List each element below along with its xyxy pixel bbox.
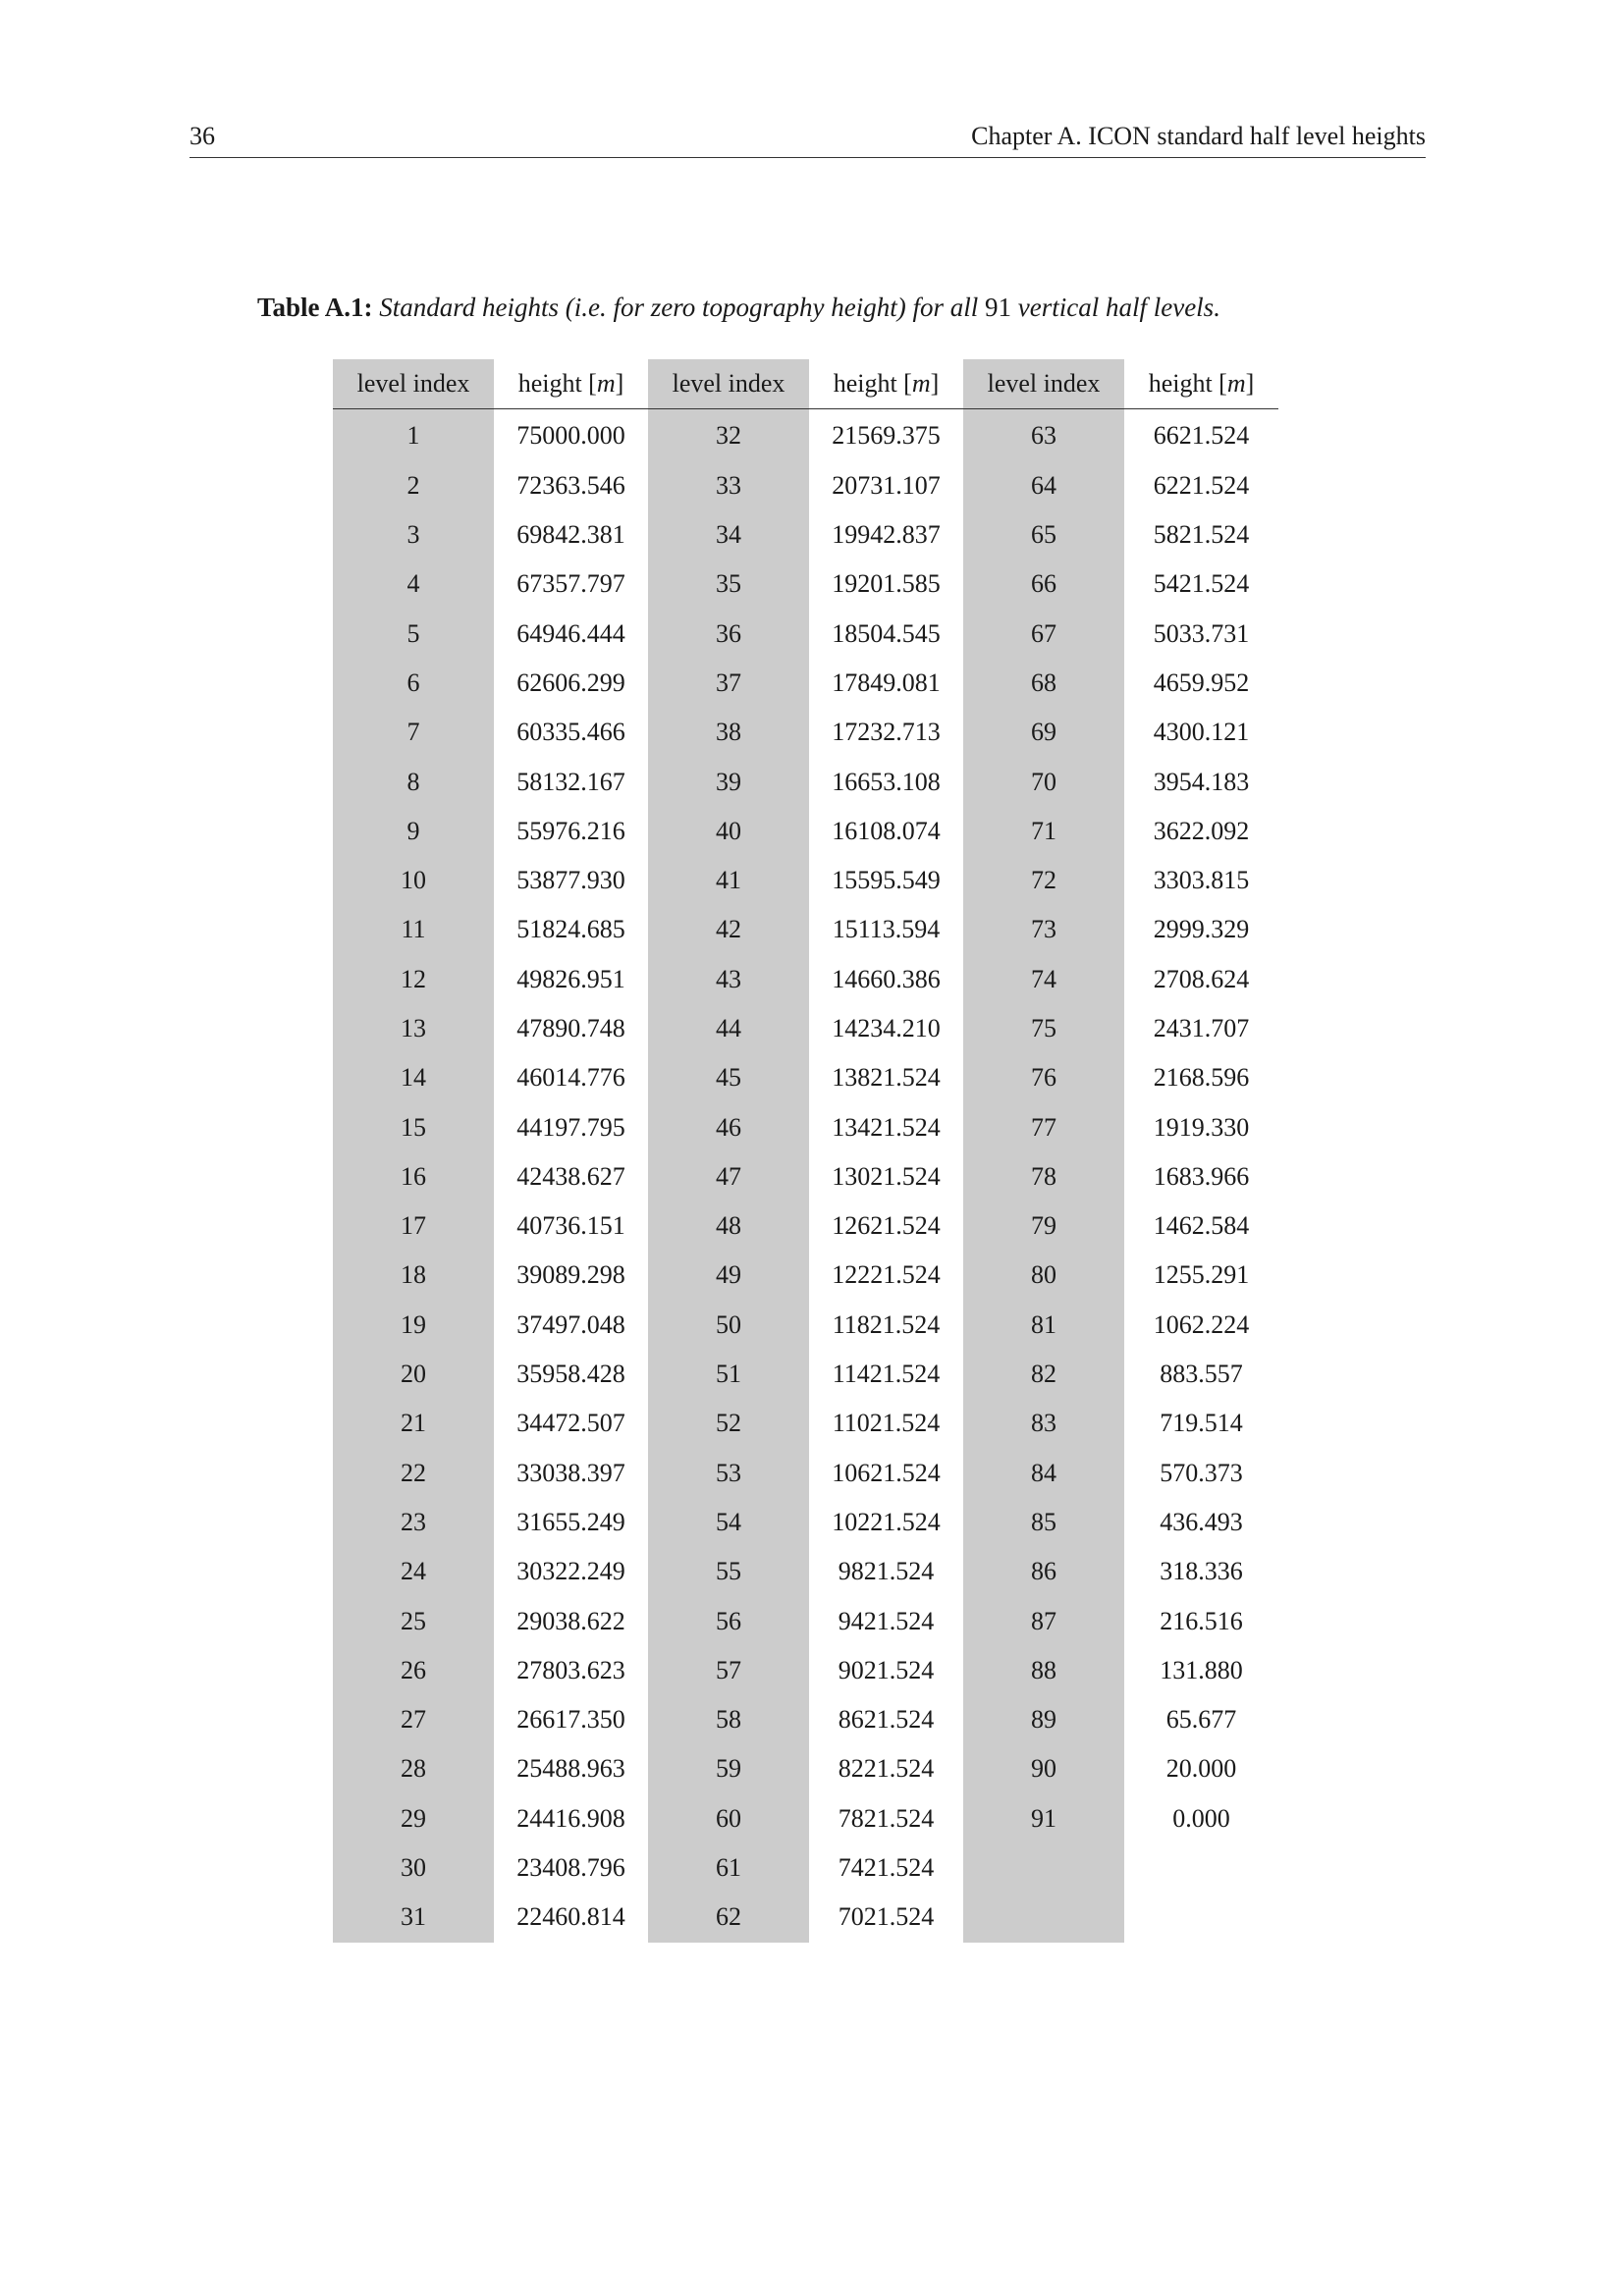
table-row (333, 409, 1278, 461)
cell-level-index: 2 (333, 461, 494, 510)
cell-height: 1683.966 (1153, 1161, 1250, 1191)
cell-height: 29038.622 (516, 1606, 625, 1635)
cell-level-index: 79 (963, 1201, 1124, 1251)
cell-level-index: 55 (648, 1547, 809, 1596)
cell-level-index: 13 (333, 1004, 494, 1053)
cell-level-index: 68 (963, 659, 1124, 708)
cell-height: 62606.299 (516, 667, 625, 697)
cell-height: 10221.524 (832, 1507, 941, 1536)
cell-level-index: 72 (963, 856, 1124, 905)
cell-level-index: 56 (648, 1596, 809, 1645)
cell-level-index: 29 (333, 1794, 494, 1843)
cell-level-index: 4 (333, 560, 494, 609)
cell-level-index: 73 (963, 905, 1124, 954)
cell-level-index: 23 (333, 1498, 494, 1547)
cell-level-index: 1 (333, 409, 494, 461)
table-row (333, 1152, 1278, 1201)
cell-level-index: 77 (963, 1102, 1124, 1151)
cell-level-index: 67 (963, 609, 1124, 658)
cell-level-index: 33 (648, 461, 809, 510)
cell-level-index (963, 1843, 1124, 1893)
cell-height: 17232.713 (832, 718, 941, 747)
cell-level-index: 44 (648, 1004, 809, 1053)
cell-level-index: 69 (963, 708, 1124, 757)
cell-level-index: 10 (333, 856, 494, 905)
cell-height: 20731.107 (832, 470, 941, 500)
cell-height: 15595.549 (832, 866, 941, 895)
cell-level-index: 41 (648, 856, 809, 905)
cell-height: 5033.731 (1153, 618, 1250, 648)
chapter-title: Chapter A. ICON standard half level heights (971, 122, 1426, 150)
table-row (333, 609, 1278, 658)
header-height-prefix: height [ (517, 369, 597, 399)
header-level-index: level index (648, 359, 809, 409)
cell-level-index: 48 (648, 1201, 809, 1251)
cell-level-index: 32 (648, 409, 809, 461)
cell-level-index: 40 (648, 807, 809, 856)
cell-height: 49826.951 (516, 964, 625, 993)
cell-height: 69842.381 (516, 520, 625, 550)
cell-height: 31655.249 (516, 1507, 625, 1536)
cell-level-index: 53 (648, 1449, 809, 1498)
header-level-index: level index (333, 359, 494, 409)
cell-height: 2168.596 (1153, 1063, 1250, 1093)
cell-level-index (963, 1893, 1124, 1942)
cell-height: 8221.524 (838, 1754, 935, 1784)
cell-level-index: 57 (648, 1646, 809, 1695)
cell-level-index: 26 (333, 1646, 494, 1695)
cell-height: 4300.121 (1153, 718, 1250, 747)
table-row (333, 856, 1278, 905)
cell-level-index: 83 (963, 1399, 1124, 1448)
cell-height: 47890.748 (516, 1014, 625, 1042)
cell-height: 55976.216 (516, 816, 625, 845)
table-row (333, 1053, 1278, 1102)
cell-level-index: 65 (963, 510, 1124, 560)
cell-level-index: 52 (648, 1399, 809, 1448)
cell-level-index: 71 (963, 807, 1124, 856)
cell-height: 67357.797 (516, 569, 625, 599)
cell-level-index: 28 (333, 1744, 494, 1793)
cell-height: 12221.524 (832, 1260, 941, 1290)
cell-level-index: 58 (648, 1695, 809, 1744)
cell-height: 21569.375 (832, 421, 941, 451)
table-row (333, 1596, 1278, 1645)
header-height-suffix: ] (1245, 369, 1255, 399)
cell-height: 16108.074 (832, 816, 941, 845)
cell-height: 3622.092 (1153, 816, 1250, 845)
header-height-unit: m (911, 369, 931, 399)
header-height-unit: m (1226, 369, 1246, 399)
cell-level-index: 19 (333, 1301, 494, 1350)
cell-height (1124, 1893, 1278, 1942)
header-height-unit: m (596, 369, 616, 399)
cell-height: 46014.776 (516, 1063, 625, 1093)
table-row (333, 1794, 1278, 1843)
cell-level-index: 87 (963, 1596, 1124, 1645)
cell-level-index: 18 (333, 1251, 494, 1300)
cell-height: 719.514 (1160, 1409, 1243, 1438)
cell-height: 11421.524 (832, 1360, 941, 1389)
header-height-prefix: height [ (1148, 369, 1227, 399)
cell-height: 8621.524 (838, 1705, 935, 1735)
cell-level-index: 64 (963, 461, 1124, 510)
cell-height: 72363.546 (516, 470, 625, 500)
cell-level-index: 74 (963, 955, 1124, 1004)
cell-height: 15113.594 (832, 915, 941, 944)
header-height (494, 359, 648, 409)
table-row (333, 1301, 1278, 1350)
cell-height: 3954.183 (1153, 767, 1250, 796)
cell-height: 13421.524 (832, 1112, 941, 1142)
cell-height: 19942.837 (832, 520, 941, 550)
cell-height: 23408.796 (516, 1853, 625, 1883)
cell-level-index: 14 (333, 1053, 494, 1102)
cell-height: 16653.108 (832, 767, 941, 796)
caption-text-after: vertical half levels. (1017, 293, 1220, 322)
cell-level-index: 21 (333, 1399, 494, 1448)
cell-level-index: 59 (648, 1744, 809, 1793)
table-row (333, 1449, 1278, 1498)
table-row (333, 1102, 1278, 1151)
cell-level-index: 50 (648, 1301, 809, 1350)
cell-height: 35958.428 (516, 1360, 625, 1389)
cell-level-index: 75 (963, 1004, 1124, 1053)
table-row (333, 510, 1278, 560)
cell-height: 30322.249 (516, 1557, 625, 1586)
table-row (333, 1498, 1278, 1547)
cell-level-index: 45 (648, 1053, 809, 1102)
table-row (333, 1547, 1278, 1596)
cell-level-index: 76 (963, 1053, 1124, 1102)
cell-height: 318.336 (1160, 1557, 1243, 1586)
cell-level-index: 91 (963, 1794, 1124, 1843)
cell-height: 10621.524 (832, 1458, 941, 1487)
cell-level-index: 7 (333, 708, 494, 757)
cell-height: 75000.000 (516, 421, 625, 451)
cell-height: 26617.350 (516, 1705, 625, 1735)
cell-height (1124, 1843, 1278, 1893)
cell-level-index: 66 (963, 560, 1124, 609)
cell-level-index: 61 (648, 1843, 809, 1893)
cell-height: 1919.330 (1153, 1112, 1250, 1142)
cell-level-index: 3 (333, 510, 494, 560)
cell-height: 39089.298 (516, 1260, 625, 1290)
cell-height: 13821.524 (832, 1063, 941, 1093)
table-row (333, 1695, 1278, 1744)
cell-height: 2431.707 (1153, 1014, 1250, 1042)
cell-level-index: 34 (648, 510, 809, 560)
cell-height: 570.373 (1160, 1458, 1243, 1487)
cell-height: 22460.814 (516, 1902, 625, 1932)
cell-height: 42438.627 (516, 1161, 625, 1191)
cell-height: 13021.524 (832, 1161, 941, 1191)
cell-level-index: 62 (648, 1893, 809, 1942)
table-row (333, 807, 1278, 856)
table-row (333, 659, 1278, 708)
cell-level-index: 84 (963, 1449, 1124, 1498)
cell-level-index: 63 (963, 409, 1124, 461)
cell-height: 7421.524 (838, 1853, 935, 1883)
cell-height: 7821.524 (838, 1803, 935, 1833)
table-row (333, 1004, 1278, 1053)
cell-level-index: 37 (648, 659, 809, 708)
header-height-suffix: ] (930, 369, 940, 399)
cell-height: 2708.624 (1153, 964, 1250, 993)
half-level-heights-table (333, 359, 1278, 1943)
cell-height: 53877.930 (516, 866, 625, 895)
cell-level-index: 49 (648, 1251, 809, 1300)
cell-height: 27803.623 (516, 1655, 625, 1684)
cell-level-index: 82 (963, 1350, 1124, 1399)
cell-level-index: 60 (648, 1794, 809, 1843)
header-height-suffix: ] (615, 369, 624, 399)
cell-level-index: 81 (963, 1301, 1124, 1350)
cell-level-index: 46 (648, 1102, 809, 1151)
cell-height: 9821.524 (838, 1557, 935, 1586)
cell-level-index: 22 (333, 1449, 494, 1498)
cell-height: 24416.908 (516, 1803, 625, 1833)
cell-height: 7021.524 (838, 1902, 935, 1932)
table-row (333, 1201, 1278, 1251)
cell-level-index: 20 (333, 1350, 494, 1399)
table-row (333, 1399, 1278, 1448)
cell-height: 14660.386 (832, 964, 941, 993)
cell-height: 65.677 (1165, 1705, 1237, 1735)
table-header (333, 359, 1278, 409)
cell-level-index: 90 (963, 1744, 1124, 1793)
table-row (333, 461, 1278, 510)
header-height-prefix: height [ (833, 369, 912, 399)
cell-height: 44197.795 (516, 1112, 625, 1142)
cell-height: 11821.524 (832, 1309, 941, 1339)
cell-height: 6621.524 (1153, 421, 1250, 451)
cell-level-index: 12 (333, 955, 494, 1004)
cell-height: 51824.685 (516, 915, 625, 944)
cell-level-index: 25 (333, 1596, 494, 1645)
cell-height: 25488.963 (516, 1754, 625, 1784)
cell-height: 1255.291 (1153, 1260, 1250, 1290)
cell-height: 6221.524 (1153, 470, 1250, 500)
cell-height: 1462.584 (1153, 1211, 1250, 1241)
cell-height: 9421.524 (838, 1606, 935, 1635)
cell-level-index: 70 (963, 757, 1124, 806)
table-row (333, 1646, 1278, 1695)
cell-level-index: 30 (333, 1843, 494, 1893)
cell-level-index: 88 (963, 1646, 1124, 1695)
table-row (333, 955, 1278, 1004)
table-row (333, 1251, 1278, 1300)
cell-level-index: 47 (648, 1152, 809, 1201)
cell-level-index: 31 (333, 1893, 494, 1942)
cell-height: 60335.466 (516, 718, 625, 747)
cell-height: 131.880 (1160, 1655, 1243, 1684)
table-row (333, 1744, 1278, 1793)
cell-level-index: 85 (963, 1498, 1124, 1547)
cell-level-index: 35 (648, 560, 809, 609)
cell-level-index: 24 (333, 1547, 494, 1596)
cell-height: 33038.397 (516, 1458, 625, 1487)
header-height (809, 359, 963, 409)
cell-level-index: 9 (333, 807, 494, 856)
caption-text-before: Standard heights (i.e. for zero topography height) for all (379, 293, 979, 322)
table-row (333, 905, 1278, 954)
cell-level-index: 39 (648, 757, 809, 806)
cell-level-index: 89 (963, 1695, 1124, 1744)
cell-height: 5421.524 (1153, 569, 1250, 599)
cell-height: 14234.210 (832, 1014, 941, 1042)
table-row (333, 1350, 1278, 1399)
header-row (333, 359, 1278, 409)
cell-height: 58132.167 (516, 767, 625, 796)
cell-level-index: 80 (963, 1251, 1124, 1300)
cell-height: 18504.545 (832, 618, 941, 648)
cell-level-index: 36 (648, 609, 809, 658)
cell-height: 216.516 (1160, 1606, 1243, 1635)
cell-level-index: 27 (333, 1695, 494, 1744)
cell-height: 1062.224 (1153, 1309, 1250, 1339)
cell-height: 11021.524 (832, 1409, 941, 1438)
cell-level-index: 51 (648, 1350, 809, 1399)
caption-number: 91 (985, 293, 1012, 322)
cell-height: 40736.151 (516, 1211, 625, 1241)
table-row (333, 1843, 1278, 1893)
cell-height: 37497.048 (516, 1309, 625, 1339)
cell-height: 64946.444 (516, 618, 625, 648)
cell-level-index: 78 (963, 1152, 1124, 1201)
header-level-index: level index (963, 359, 1124, 409)
cell-level-index: 16 (333, 1152, 494, 1201)
cell-level-index: 8 (333, 757, 494, 806)
table-row (333, 560, 1278, 609)
cell-level-index: 86 (963, 1547, 1124, 1596)
cell-level-index: 11 (333, 905, 494, 954)
cell-level-index: 43 (648, 955, 809, 1004)
cell-level-index: 17 (333, 1201, 494, 1251)
cell-height: 3303.815 (1153, 866, 1250, 895)
page-number: 36 (189, 122, 215, 150)
cell-height: 12621.524 (832, 1211, 941, 1241)
cell-height: 19201.585 (832, 569, 941, 599)
caption-label: Table A.1: (257, 293, 373, 322)
cell-level-index: 42 (648, 905, 809, 954)
cell-height: 20.000 (1165, 1754, 1237, 1784)
header-height (1124, 359, 1278, 409)
table-row (333, 708, 1278, 757)
table-row (333, 757, 1278, 806)
cell-level-index: 54 (648, 1498, 809, 1547)
running-header (189, 118, 1426, 158)
table-row (333, 1893, 1278, 1942)
cell-height: 4659.952 (1153, 667, 1250, 697)
cell-height: 9021.524 (838, 1655, 935, 1684)
table-body (333, 409, 1278, 1943)
cell-height: 2999.329 (1153, 915, 1250, 944)
cell-level-index: 5 (333, 609, 494, 658)
table-caption (257, 293, 1220, 323)
cell-height: 17849.081 (832, 667, 941, 697)
cell-level-index: 6 (333, 659, 494, 708)
cell-height: 883.557 (1160, 1360, 1243, 1389)
cell-height: 34472.507 (516, 1409, 625, 1438)
cell-level-index: 15 (333, 1102, 494, 1151)
cell-height: 0.000 (1172, 1803, 1230, 1833)
cell-level-index: 38 (648, 708, 809, 757)
cell-height: 5821.524 (1153, 520, 1250, 550)
cell-height: 436.493 (1160, 1507, 1243, 1536)
